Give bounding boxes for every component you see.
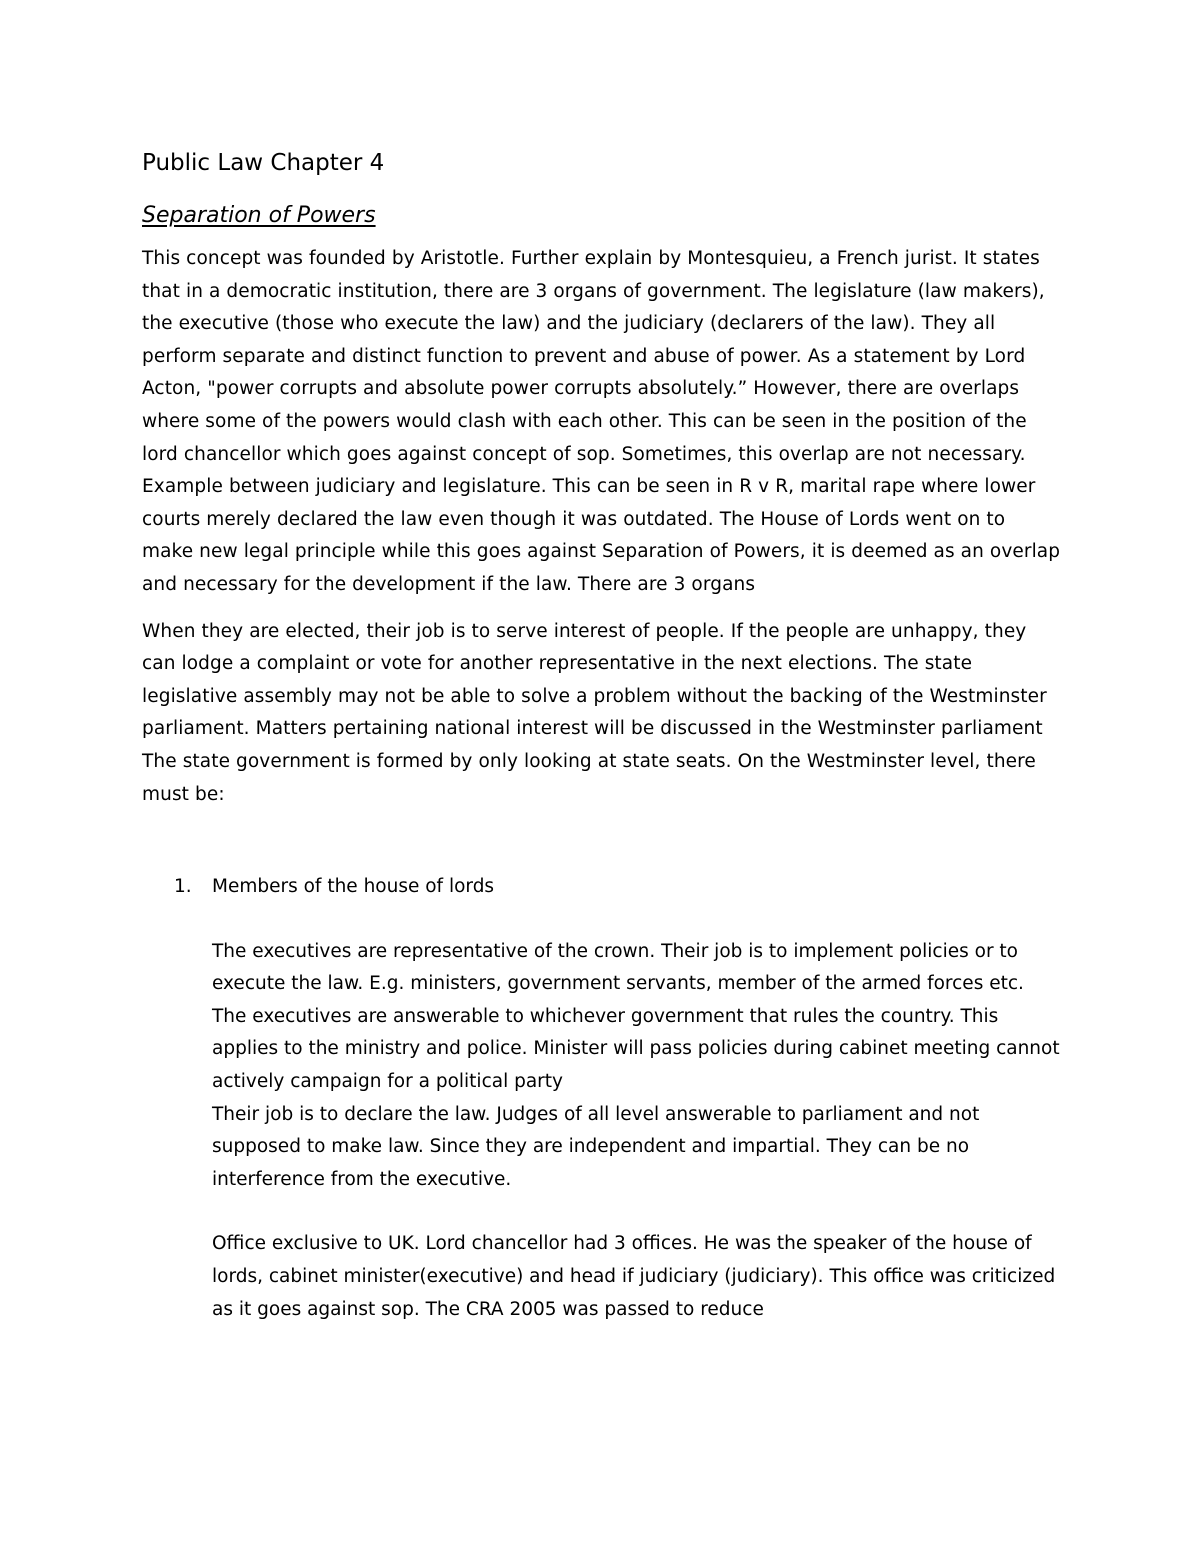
- sub-paragraph-judiciary: Their job is to declare the law. Judges of all level answerable to parliament and not supposed to make law. Since they are independent and impartial. They can be no interference from the executive.: [212, 1103, 980, 1190]
- paragraph-state-government: The state government is formed by only looking at state seats. On the Westminster level, there must be:: [142, 750, 1036, 805]
- numbered-list: [142, 871, 1062, 1326]
- paragraph-elected: When they are elected, their job is to serve interest of people. If the people are unhappy, they can lodge a complaint or vote for another representative in the next elections. The state legislative assembly may not be able to solve a problem without the backing of the Westminster parliament. Matters pertaining national interest will be discussed in the Westminster parliament: [142, 620, 1047, 740]
- list-item-label: Members of the house of lords: [212, 876, 495, 898]
- section-heading: Separation of Powers: [142, 203, 376, 228]
- document-body: [142, 143, 1062, 1326]
- list-number: 1.: [174, 876, 192, 898]
- page-title: Public Law Chapter 4: [142, 150, 385, 176]
- sub-paragraph-executives: The executives are representative of the crown. Their job is to implement policies or to execute the law. E.g. ministers, government servants, member of the armed forces etc. The executives are answerable to whichever government that rules the country. This applies to the ministry and police. Minister will pass policies during cabinet meeting cannot actively campaign for a political party: [212, 940, 1060, 1093]
- sub-paragraph-lord-chancellor: Office exclusive to UK. Lord chancellor had 3 offices. He was the speaker of the house of lords, cabinet minister(executive) and head if judiciary (judiciary). This office was criticized as it goes against sop. The CRA 2005 was passed to reduce: [212, 1233, 1056, 1320]
- list-item: [142, 871, 1062, 1326]
- paragraph-intro: This concept was founded by Aristotle. Further explain by Montesquieu, a French jurist. It states that in a democratic institution, there are 3 organs of government. The legislature (law makers), the executive (those who execute the law) and the judiciary (declarers of the law). They all perform separate and distinct function to prevent and abuse of power. As a statement by Lord Acton, "power corrupts and absolute power corrupts absolutely.” However, there are overlaps where some of the powers would clash with each other. This can be seen in the position of the lord chancellor which goes against concept of sop. Sometimes, this overlap are not necessary. Example between judiciary and legislature. This can be seen in R v R, marital rape where lower courts merely declared the law even though it was outdated. The House of Lords went on to make new legal principle while this goes against Separation of Powers, it is deemed as an overlap and necessary for the development if the law. There are 3 organs: [142, 248, 1061, 595]
